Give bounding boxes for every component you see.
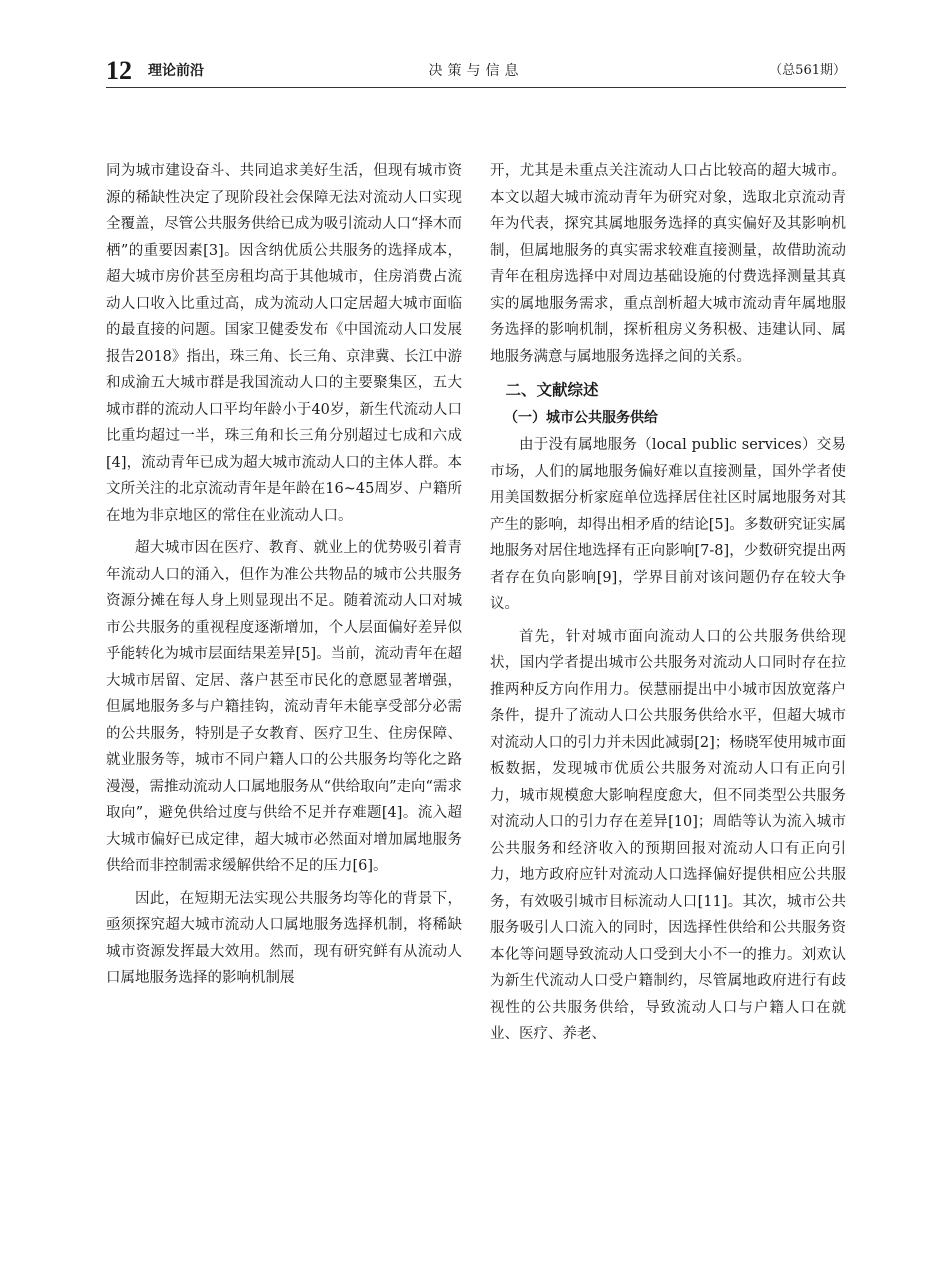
paragraph: 超大城市因在医疗、教育、就业上的优势吸引着青年流动人口的涌入，但作为准公共物品的城市公共服务资源分摊在每人身上则显现出不足。随着流动人口对城市公共服务的重视程度逐渐增加，个人层面偏好差异似乎能转化为城市层面结果差异[5]。当前，流动青年在超大城市居留、定居、落户甚至市民化的意愿显著增强，但属地服务多与户籍挂钩，流动青年未能享受部分必需的公共服务，特别是子女教育、医疗卫生、住房保障、就业服务等，城市不同户籍人口的公共服务均等化之路漫漫，需推动流动人口属地服务从“供给取向”走向“需求取向”，避免供给过度与供给不足并存难题[4]。流入超大城市偏好已成定律，超大城市必然面对增加属地服务供给而非控制需求缓解供给不足的压力[6]。 [106,540,462,874]
page-number: 12 [106,56,132,85]
journal-title: 决策与信息 [428,63,524,79]
paragraph: 开，尤其是未重点关注流动人口占比较高的超大城市。本文以超大城市流动青年为研究对象，选取北京流动青年为代表，探究其属地服务选择的真实偏好及其影响机制，但属地服务的真实需求较难直接测量，故借助流动青年在租房选择中对周边基础设施的付费选择测量其真实的属地服务需求，重点剖析超大城市流动青年属地服务选择的影响机制，探析租房义务积极、违建认同、属地服务满意与属地服务选择之间的关系。 [490,163,846,365]
section-title: 理论前沿 [148,63,204,79]
section-heading: 二、文献综述 [505,381,599,399]
paragraph: 首先，针对城市面向流动人口的公共服务供给现状，国内学者提出城市公共服务对流动人口同时存在拉推两种反方向作用力。侯慧丽提出中小城市因放宽落户条件，提升了流动人口公共服务供给水平，但超大城市对流动人口的引力并未因此减弱[2]；杨晓军使用城市面板数据，发现城市优质公共服务对流动人口有正向引力，城市规模愈大影响程度愈大，但不同类型公共服务对流动人口的引力存在差异[10]；周皓等认为流入城市公共服务和经济收入的预期回报对流动人口有正向引力，地方政府应针对流动人口选择偏好提供相应公共服务，有效吸引城市目标流动人口[11]。其次，城市公共服务吸引人口流入的同时，因选择性供给和公共服务资本化等问题导致流动人口受到大小不一的推力。刘欢认为新生代流动人口受户籍制约，尽管属地政府进行有歧视性的公共服务供给，导致流动人口与户籍人口在就业、医疗、养老、 [490,628,846,1042]
right-column [490,158,846,1048]
subsection-heading: （一）城市公共服务供给 [504,410,658,426]
header-divider [106,87,846,88]
page-header [106,56,846,90]
paragraph: 因此，在短期无法实现公共服务均等化的背景下，亟须探究超大城市流动人口属地服务选择机制，将稀缺城市资源发挥最大效用。然而，现有研究鲜有从流动人口属地服务选择的影响机制展 [106,890,462,986]
issue-number: （总561期） [769,63,846,78]
paragraph: 同为城市建设奋斗、共同追求美好生活，但现有城市资源的稀缺性决定了现阶段社会保障无法对流动人口实现全覆盖，尽管公共服务供给已成为吸引流动人口“择木而栖”的重要因素[3]。因含纳优质公共服务的选择成本，超大城市房价甚至房租均高于其他城市，住房消费占流动人口收入比重过高，成为流动人口定居超大城市面临的最直接的问题。国家卫健委发布《中国流动人口发展报告2018》指出，珠三角、长三角、京津冀、长江中游和成渝五大城市群是我国流动人口的主要聚集区，五大城市群的流动人口平均年龄小于40岁，新生代流动人口比重均超过一半，珠三角和长三角分别超过七成和六成[4]，流动青年已成为超大城市流动人口的主体人群。本文所关注的北京流动青年是年龄在16~45周岁、户籍所在地为非京地区的常住在业流动人口。 [106,163,462,524]
paragraph: 由于没有属地服务（local public services）交易市场，人们的属地服务偏好难以直接测量，国外学者使用美国数据分析家庭单位选择居住社区时属地服务对其产生的影响，却得出相矛盾的结论[5]。多数研究证实属地服务对居住地选择有正向影响[7-8]，少数研究提出两者存在负向影响[9]，学界目前对该问题仍存在较大争议。 [490,437,846,612]
left-column [106,158,462,992]
